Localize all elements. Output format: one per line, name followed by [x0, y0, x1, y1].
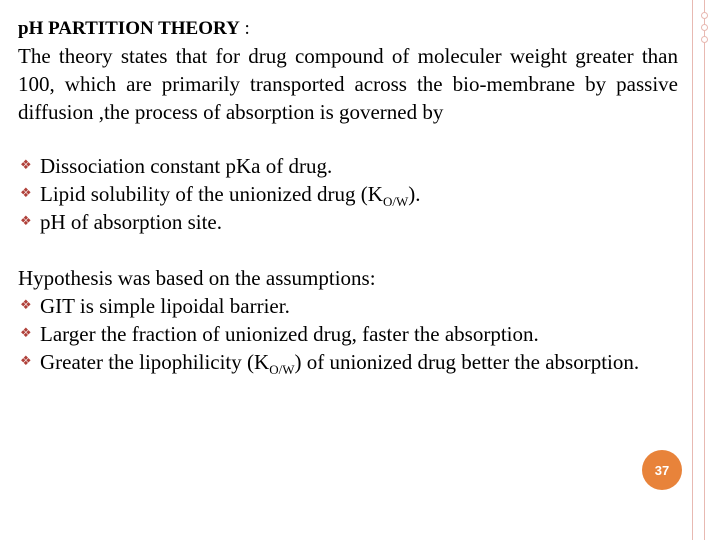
- slide-title: [18, 16, 678, 42]
- hypothesis-list: [18, 292, 678, 376]
- border-dot: [701, 24, 708, 31]
- list-item: [18, 320, 678, 348]
- diamond-bullet-icon: ❖: [20, 354, 32, 369]
- list-item-text: Lipid solubility of the unionized drug (K: [40, 182, 383, 206]
- page-number-badge: 37: [642, 450, 682, 490]
- border-dot: [701, 12, 708, 19]
- list-item: [18, 348, 678, 376]
- border-line-inner: [704, 0, 705, 540]
- hypothesis-heading: Hypothesis was based on the assumptions:: [18, 266, 376, 290]
- diamond-bullet-icon: ❖: [20, 326, 32, 341]
- list-item: [18, 152, 678, 180]
- subscript: O/W: [382, 194, 409, 209]
- diamond-bullet-icon: ❖: [20, 158, 32, 173]
- subscript: O/W: [269, 362, 295, 377]
- list-item: [18, 208, 678, 236]
- list-item-text: pH of absorption site.: [40, 210, 222, 234]
- diamond-bullet-icon: ❖: [20, 298, 32, 313]
- diamond-bullet-icon: ❖: [20, 186, 32, 201]
- border-dot: [701, 36, 708, 43]
- intro-paragraph: The theory states that for drug compound of moleculer weight greater than 100, which are primarily transported across the bio-membrane by passive diffusion ,the process of absorption is governed by: [18, 44, 678, 124]
- title-text: pH PARTITION THEORY: [18, 18, 240, 39]
- title-suffix: :: [239, 18, 250, 39]
- border-line-outer: [692, 0, 693, 540]
- list-item: [18, 180, 678, 208]
- factor-list: [18, 152, 678, 236]
- list-item: [18, 292, 678, 320]
- list-item-text: ).: [408, 182, 421, 206]
- list-item-text: ) of unionized drug better the absorption.: [294, 350, 640, 374]
- list-item-text: Dissociation constant pKa of drug.: [40, 154, 333, 178]
- list-item-text: Greater the lipophilicity (K: [40, 350, 270, 374]
- diamond-bullet-icon: ❖: [20, 214, 32, 229]
- list-item-text: Larger the fraction of unionized drug, faster the absorption.: [40, 322, 539, 346]
- slide-content: [18, 16, 678, 376]
- list-item-text: GIT is simple lipoidal barrier.: [40, 294, 290, 318]
